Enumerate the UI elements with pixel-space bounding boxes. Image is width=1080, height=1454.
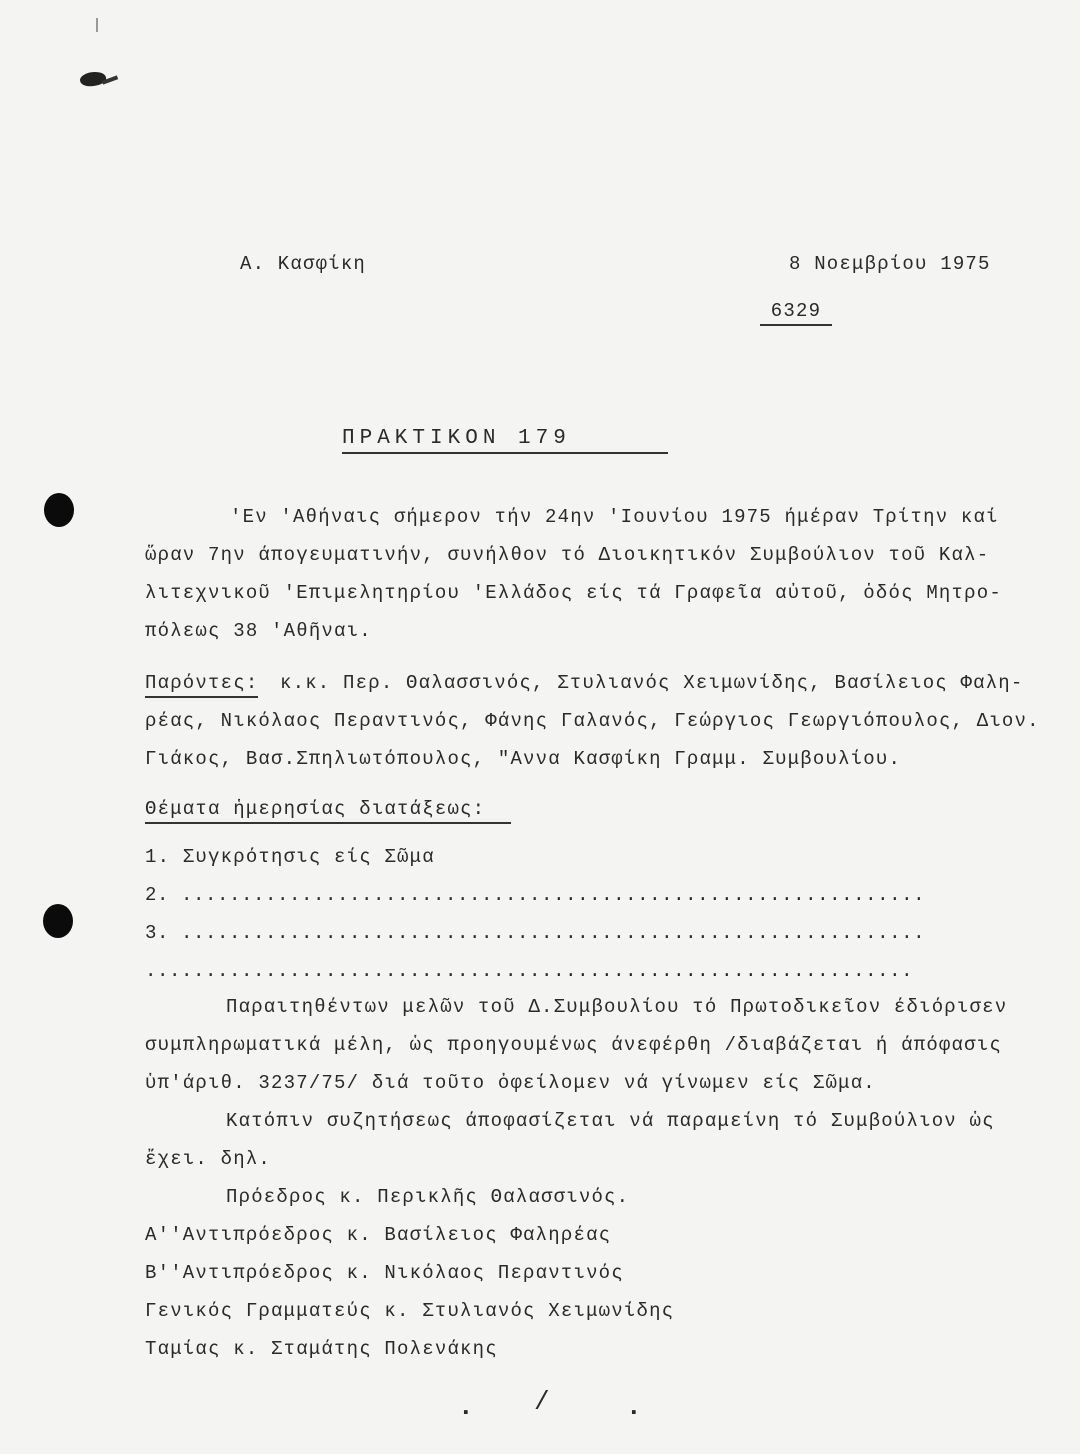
intro-line: 'Εν 'Αθήναις σήμερον τήν 24ην 'Ιουνίου 1975 ήμέραν Τρίτην καί (230, 506, 999, 528)
attendees-line: κ.κ. Περ. Θαλασσινός, Στυλιανός Χειμωνίδης, Βασίλειος Φαλη- (280, 672, 1024, 694)
agenda-heading: Θέματα ἡμερησίας διατάξεως: (145, 798, 511, 824)
document-date: 8 Νοεμβρίου 1975 (789, 253, 991, 275)
scan-mark (96, 18, 98, 32)
board-member-line: Ταμίας κ. Σταμάτης Πολενάκης (145, 1338, 498, 1360)
ink-smudge (79, 69, 107, 88)
intro-line: ὥραν 7ην άπογευματινήν, συνήλθον τό Διοικητικόν Συμβούλιον τοῦ Καλ- (145, 544, 990, 566)
attendees-line: ρέας, Νικόλαος Περαντινός, Φάνης Γαλανός, Γεώργιος Γεωργιόπουλος, Διον. (145, 710, 1040, 732)
reference-number: 6329 (760, 300, 832, 326)
page-continuation-mark: / (534, 1387, 551, 1417)
intro-line: πόλεως 38 'Αθῆναι. (145, 620, 372, 642)
agenda-item: 2. .............................................................. (145, 884, 926, 906)
board-member-line: Γενικός Γραμματεύς κ. Στυλιανός Χειμωνίδης (145, 1300, 675, 1322)
intro-line: λιτεχνικοῦ 'Επιμελητηρίου 'Ελλάδος είς τά Γραφεῖα αὐτοῦ, ὁδός Μητρο- (145, 582, 1002, 604)
footer-dot: . (626, 1392, 643, 1422)
attendees-line: Γιάκος, Βασ.Σπηλιωτόπουλος, "Αννα Κασφίκη Γραμμ. Συμβουλίου. (145, 748, 902, 770)
body-line: Κατόπιν συζητήσεως άποφασίζεται νά παραμείνη τό Συμβούλιον ὡς (226, 1110, 995, 1132)
board-member-line: Β''Αντιπρόεδρος κ. Νικόλαος Περαντινός (145, 1262, 624, 1284)
footer-dot: . (458, 1392, 475, 1422)
body-line: ὑπ'άριθ. 3237/75/ διά τοῦτο ὀφείλομεν νά γίνωμεν είς Σῶμα. (145, 1072, 876, 1094)
body-line: Παραιτηθέντων μελῶν τοῦ Δ.Συμβουλίου τό Πρωτοδικεῖον έδιόρισεν (226, 996, 1008, 1018)
agenda-item: 1. Συγκρότησις είς Σῶμα (145, 846, 435, 868)
author-initials: Α. Κασφίκη (240, 253, 367, 275)
board-member-line: Πρόεδρος κ. Περικλῆς Θαλασσινός. (226, 1186, 630, 1208)
page-title: ΠΡΑΚΤΙΚΟΝ 179 (342, 427, 668, 454)
punch-hole-top (44, 493, 74, 527)
agenda-item: ................................................................ (145, 960, 914, 982)
body-line: συμπληρωματικά μέλη, ὡς προηγουμένως άνεφέρθη /διαβάζεται ή άπόφασις (145, 1034, 1002, 1056)
agenda-item: 3. .............................................................. (145, 922, 926, 944)
board-member-line: Α''Αντιπρόεδρος κ. Βασίλειος Φαληρέας (145, 1224, 612, 1246)
punch-hole-bottom (43, 904, 73, 938)
attendees-label: Παρόντες: (145, 672, 258, 698)
body-line: ἔχει. δηλ. (145, 1148, 272, 1170)
